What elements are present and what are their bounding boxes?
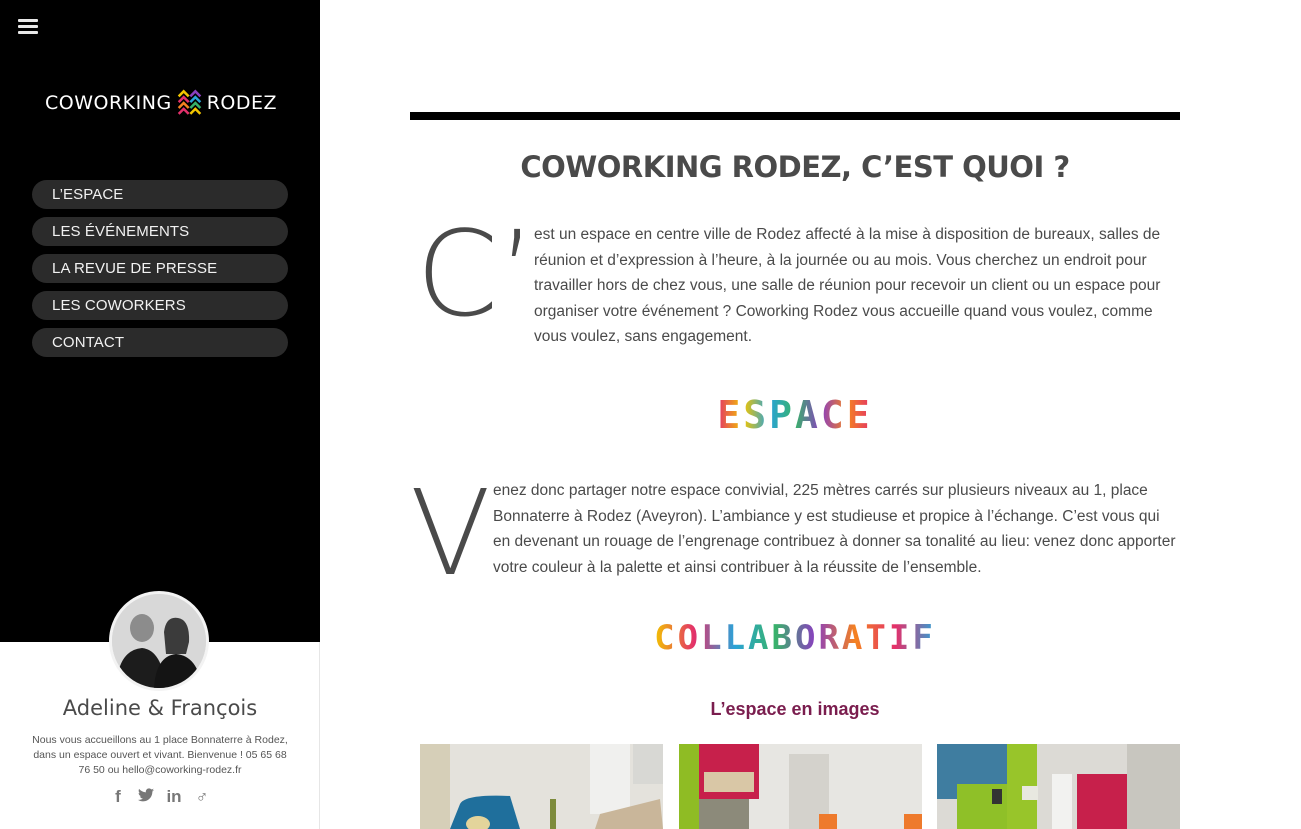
nav-item-evenements[interactable]: LES ÉVÉNEMENTS bbox=[32, 217, 288, 246]
author-bio: Nous vous accueillons au 1 place Bonnaterre à Rodez, dans un espace ouvert et vivant. Bienvenue ! 05 65 68 76 50 ou hello@coworking-rodez.fr bbox=[32, 734, 288, 776]
linkedin-icon[interactable]: in bbox=[166, 787, 182, 806]
heading-collaboratif: COLLABORATIF bbox=[654, 618, 936, 658]
image-gallery bbox=[420, 744, 1180, 829]
main-navigation bbox=[32, 180, 288, 365]
avatar bbox=[109, 591, 209, 691]
logo-chevron-mark-icon bbox=[177, 87, 202, 119]
hamburger-menu-icon[interactable] bbox=[18, 19, 38, 35]
twitter-icon[interactable] bbox=[137, 787, 155, 807]
espace-dropcap: V bbox=[410, 464, 491, 602]
nav-item-coworkers[interactable]: LES COWORKERS bbox=[32, 291, 288, 320]
facebook-icon[interactable]: f bbox=[115, 787, 121, 806]
nav-item-revue-de-presse[interactable]: LA REVUE DE PRESSE bbox=[32, 254, 288, 283]
logo-text-left: COWORKING bbox=[45, 92, 172, 114]
gallery-title: L’espace en images bbox=[710, 699, 880, 719]
sidebar bbox=[0, 0, 320, 829]
nav-item-espace[interactable]: L’ESPACE bbox=[32, 180, 288, 209]
intro-dropcap: C’ bbox=[416, 205, 536, 343]
heading-espace: ESPACE bbox=[717, 393, 873, 437]
nav-item-contact[interactable]: CONTACT bbox=[32, 328, 288, 357]
author-name: Adeline & François bbox=[62, 696, 258, 720]
gallery-image-3[interactable] bbox=[937, 744, 1180, 829]
espace-paragraph: enez donc partager notre espace convivial, 225 mètres carrés sur plusieurs niveaux au 1, place Bonnaterre à Rodez (Aveyron). L’ambiance y est studieuse et propice à l’échange. C’est vous qui en devenant un rouage de l’engrenage contribuez à donner sa tonalité au lieu: venez donc apporter votre couleur à la palette et ainsi contribuer à la réussite de l’ensemble. bbox=[493, 482, 1176, 576]
intro-paragraph: est un espace en centre ville de Rodez affecté à la mise à disposition de bureaux, salles de réunion et d’expression à l’heure, à la journée ou au mois. Vous cherchez un endroit pour travailler hors de chez vous, une salle de réunion pour recevoir un client ou un espace pour organiser votre événement ? Coworking Rodez vous accueille quand vous voulez, comme vous voulez, sans engagement. bbox=[534, 226, 1161, 345]
top-divider bbox=[410, 112, 1180, 120]
gallery-image-2[interactable] bbox=[679, 744, 922, 829]
site-logo[interactable] bbox=[45, 86, 277, 120]
social-links bbox=[0, 787, 320, 807]
gallery-image-1[interactable] bbox=[420, 744, 663, 829]
sidebar-header bbox=[0, 0, 320, 642]
main-content bbox=[410, 0, 1180, 829]
logo-text-right: RODEZ bbox=[206, 92, 277, 114]
viadeo-icon[interactable]: ♂ bbox=[195, 787, 209, 806]
page-title: COWORKING RODEZ, C’EST QUOI ? bbox=[520, 150, 1070, 184]
